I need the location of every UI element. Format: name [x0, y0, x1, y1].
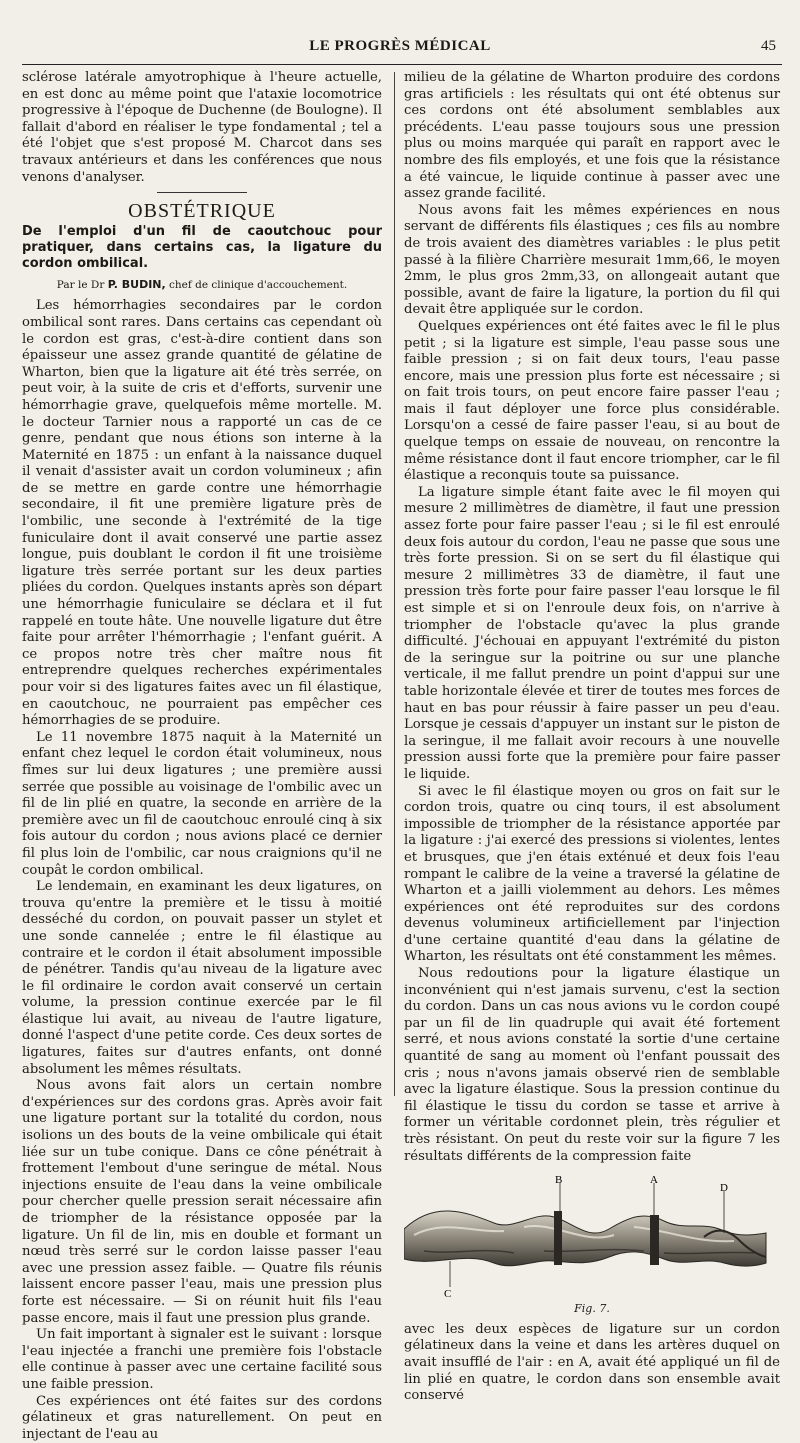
page-number: 45 [761, 38, 776, 54]
figure-7 [404, 1171, 780, 1299]
column-separator [394, 72, 395, 1096]
body-paragraph: Ces expériences ont été faites sur des cordons gélatineux et gras naturellement. On peut en injectant de l'eau au [22, 1393, 382, 1442]
author-role: chef de clinique d'accouchement. [169, 278, 348, 291]
body-paragraph: Les hémorrhagies secondaires par le cordon ombilical sont rares. Dans certains cas cependant où le cordon est gras, c'est-à-dire contient dans son épaisseur une assez grande quantité de gélatine de Wharton, bien que la ligature ait été très serrée, on peut voir, à la suite de cris et d'efforts, survenir une hémorrhagie grave, quelquefois même mortelle. M. le docteur Tarnier nous a rapporté un cas de ce genre, pendant que nous étions son interne à la Maternité en 1875 : un enfant à la naissance duquel il venait d'assister avait un cordon volumineux ; afin de se mettre en garde contre une hémorrhagie secondaire, il fit une première ligature près de l'ombilic, une seconde à l'extrémité de la tige funiculaire dont il avait conservé une partie assez longue, puis doublant le cordon il fit une troisième ligature très serrée portant sur les deux parties pliées du cordon. Quelques instants après son départ une hémorrhagie funiculaire se déclara et il fut rappelé en toute hâte. Une nouvelle ligature dut être faite pour arrêter l'hémorrhagie ; l'enfant guérit. A ce propos notre très cher maître nous fit entreprendre quelques recherches expérimentales pour voir si des ligatures faites avec un fil élastique, en caoutchouc, ne pourraient pas empêcher ces hémorrhagies de se produire. [22, 298, 382, 729]
body-paragraph: Nous avons fait les mêmes expériences en nous servant de différents fils élastiques ; ces fils au nombre de trois avaient des diamètres variables : le plus petit passé à la filière Charrière mesurait 1mm,66, le moyen 2mm, le plus gros 2mm,33, on allongeait autant que possible, avant de faire la ligature, la portion du fil qui devait être appliquée sur le cordon. [404, 202, 780, 318]
header-rule [22, 64, 782, 65]
label-c: C [444, 1288, 452, 1300]
body-paragraph: Quelques expériences ont été faites avec le fil le plus petit ; si la ligature est simple, l'eau passe sous une faible pression ; si on fait deux tours, l'eau passe encore, mais une pression plus forte est nécessaire ; si on fait trois tours, on peut encore faire passer l'eau ; mais il faut déployer une force plus considérable. Lorsqu'on a cessé de faire passer l'eau, si au bout de quelque temps on essaie de nouveau, on rencontre la même résistance dont il faut encore triompher, car le fil élastique a reconquis toute sa puissance. [404, 318, 780, 484]
intro-paragraph: sclérose latérale amyotrophique à l'heure actuelle, en est donc au même point que l'ataxie locomotrice progressive à l'époque de Duchenne (de Boulogne). Il fallait d'abord en réaliser le type fondamental ; tel a été l'objet que s'est proposé M. Charcot dans ses travaux antérieurs et dans les conférences que nous venons d'analyser. [22, 70, 382, 185]
body-paragraph: Nous redoutions pour la ligature élastique un inconvénient qui n'est jamais survenu, c'est la section du cordon. Dans un cas nous avions vu le cordon coupé par un fil de lin quadruple qui avait été fortement serré, et nous avions constaté la sortie d'une certaine quantité de sang au moment où l'enfant poussait des cris ; nous n'avons jamais observé rien de semblable avec la ligature élastique. Sous la pression continue du fil élastique le tissu du cordon se tasse et arrive à former un véritable cordonnet plein, très régulier et très résistant. On peut du reste voir sur la figure 7 les résultats différents de la compression faite [404, 966, 780, 1164]
running-header [24, 38, 776, 60]
figure-caption: Fig. 7. [574, 1302, 610, 1316]
right-column [404, 70, 780, 1405]
body-paragraph: avec les deux espèces de ligature sur un cordon gélatineux dans la veine et dans les artères duquel on avait insufflé de l'air : en A, avait été appliqué un fil de lin plié en quatre, le cordon dans son ensemble avait conservé [404, 1321, 780, 1404]
label-b: B [555, 1174, 563, 1187]
body-paragraph: Le lendemain, en examinant les deux ligatures, on trouva qu'entre la première et le tissu à moitié desséché du cordon, on pouvait passer un stylet et une sonde cannelée ; entre le fil élastique au contraire et le cordon il était absolument impossible de pénétrer. Tandis qu'au niveau de la ligature avec le fil ordinaire le cordon avait conservé un certain volume, la pression continue exercée par le fil élastique lui avait, au niveau de l'autre ligature, donné l'aspect d'une petite corde. Ces deux sortes de ligatures, faites sur d'autres enfants, ont donné absolument les mêmes résultats. [22, 879, 382, 1077]
body-paragraph: Nous avons fait alors un certain nombre d'expériences sur des cordons gras. Après avoir fait une ligature portant sur la totalité du cordon, nous isolions un des bouts de la veine ombilicale qui était liée sur un tube conique. Dans ce cône pénétrait à frottement l'embout d'une seringue de métal. Nous injections ensuite de l'eau dans la veine ombilicale pour chercher quelle pression serait nécessaire afin de triompher de la résistance opposée par la ligature. Un fil de lin, mis en double et formant un nœud très serré sur le cordon laisse passer l'eau avec une pression assez faible. — Quatre fils réunis laissent encore passer l'eau, mais une pression plus forte est nécessaire. — Si on réunit huit fils l'eau passe encore, mais il faut une pression plus grande. [22, 1078, 382, 1326]
body-paragraph: Un fait important à signaler est le suivant : lorsque l'eau injectée a franchi une première fois l'obstacle elle continue à passer avec une certaine facilité sous une faible pression. [22, 1327, 382, 1392]
ligature-b [554, 1211, 562, 1265]
umbilical-cord-illustration [404, 1171, 780, 1299]
label-a: A [650, 1174, 658, 1187]
body-paragraph: Le 11 novembre 1875 naquit à la Maternité un enfant chez lequel le cordon était volumineux, nous fîmes sur lui deux ligatures ; une première aussi serrée que possible au voisinage de l'ombilic avec un fil de lin plié en quatre, la seconde en arrière de la première avec un fil de caoutchouc enroulé cinq à six fois autour du cordon ; nous avions placé ce dernier fil plus loin de l'ombilic, car nous craignions qu'il ne coupât le cordon ombilical. [22, 729, 382, 878]
journal-title: LE PROGRÈS MÉDICAL [309, 38, 491, 54]
label-d: D [720, 1182, 728, 1195]
body-paragraph: Si avec le fil élastique moyen ou gros on fait sur le cordon trois, quatre ou cinq tours, il est absolument impossible de triompher de la résistance apportée par la ligature : j'ai exercé des pressions si violentes, lentes et brusques, que j'en étais exténué et deux fois l'eau rompant le calibre de la veine a traversé la gélatine de Wharton et a jailli violemment au dehors. Les mêmes expériences ont été reproduites sur des cordons devenus volumineux artificiellement par l'injection d'une certaine quantité d'eau dans la gélatine de Wharton, les résultats ont été constamment les mêmes. [404, 783, 780, 965]
left-column [22, 70, 382, 1443]
cord-shape [404, 1211, 766, 1266]
ligature-a [650, 1215, 659, 1265]
body-paragraph: milieu de la gélatine de Wharton produire des cordons gras artificiels : les résultats qui ont été obtenus sur ces cordons ont été absolument semblables aux précédents. L'eau passe toujours sous une pression plus ou moins marquée qui paraît en rapport avec le nombre des fils employés, et une fois que la résistance a été vaincue, le liquide continue à passer avec une assez grande facilité. [404, 70, 780, 202]
byline-prefix: Par le Dr [56, 278, 105, 291]
section-title: OBSTÉTRIQUE [128, 200, 276, 223]
author-name: P. BUDIN, [107, 277, 166, 291]
body-paragraph: La ligature simple étant faite avec le fil moyen qui mesure 2 millimètres de diamètre, il faut une pression assez forte pour faire passer l'eau ; si le fil est enroulé deux fois autour du cordon, l'eau ne passe que sous une très forte pression. Si on se sert du fil élastique qui mesure 2 millimètres 33 de diamètre, il faut une pression très forte pour faire passer l'eau lorsque le fil est simple et si on l'enroule deux fois, on n'arrive à triompher de l'obstacle qu'avec la plus grande difficulté. J'échouai en appuyant l'extrémité du piston de la seringue sur la poitrine ou sur une planche verticale, il me fallut prendre un point d'appui sur une table horizontale élevée et tirer de toutes mes forces de haut en bas pour réussir à faire passer un peu d'eau. Lorsque je cessais d'appuyer un instant sur le piston de la seringue, il me fallait avoir recours à une nouvelle pression aussi forte que la première pour faire passer le liquide. [404, 484, 780, 782]
article-title: De l'emploi d'un fil de caoutchouc pour pratiquer, dans certains cas, la ligature du cordon ombilical. [22, 223, 382, 271]
byline [22, 277, 382, 294]
section-divider [157, 192, 247, 193]
